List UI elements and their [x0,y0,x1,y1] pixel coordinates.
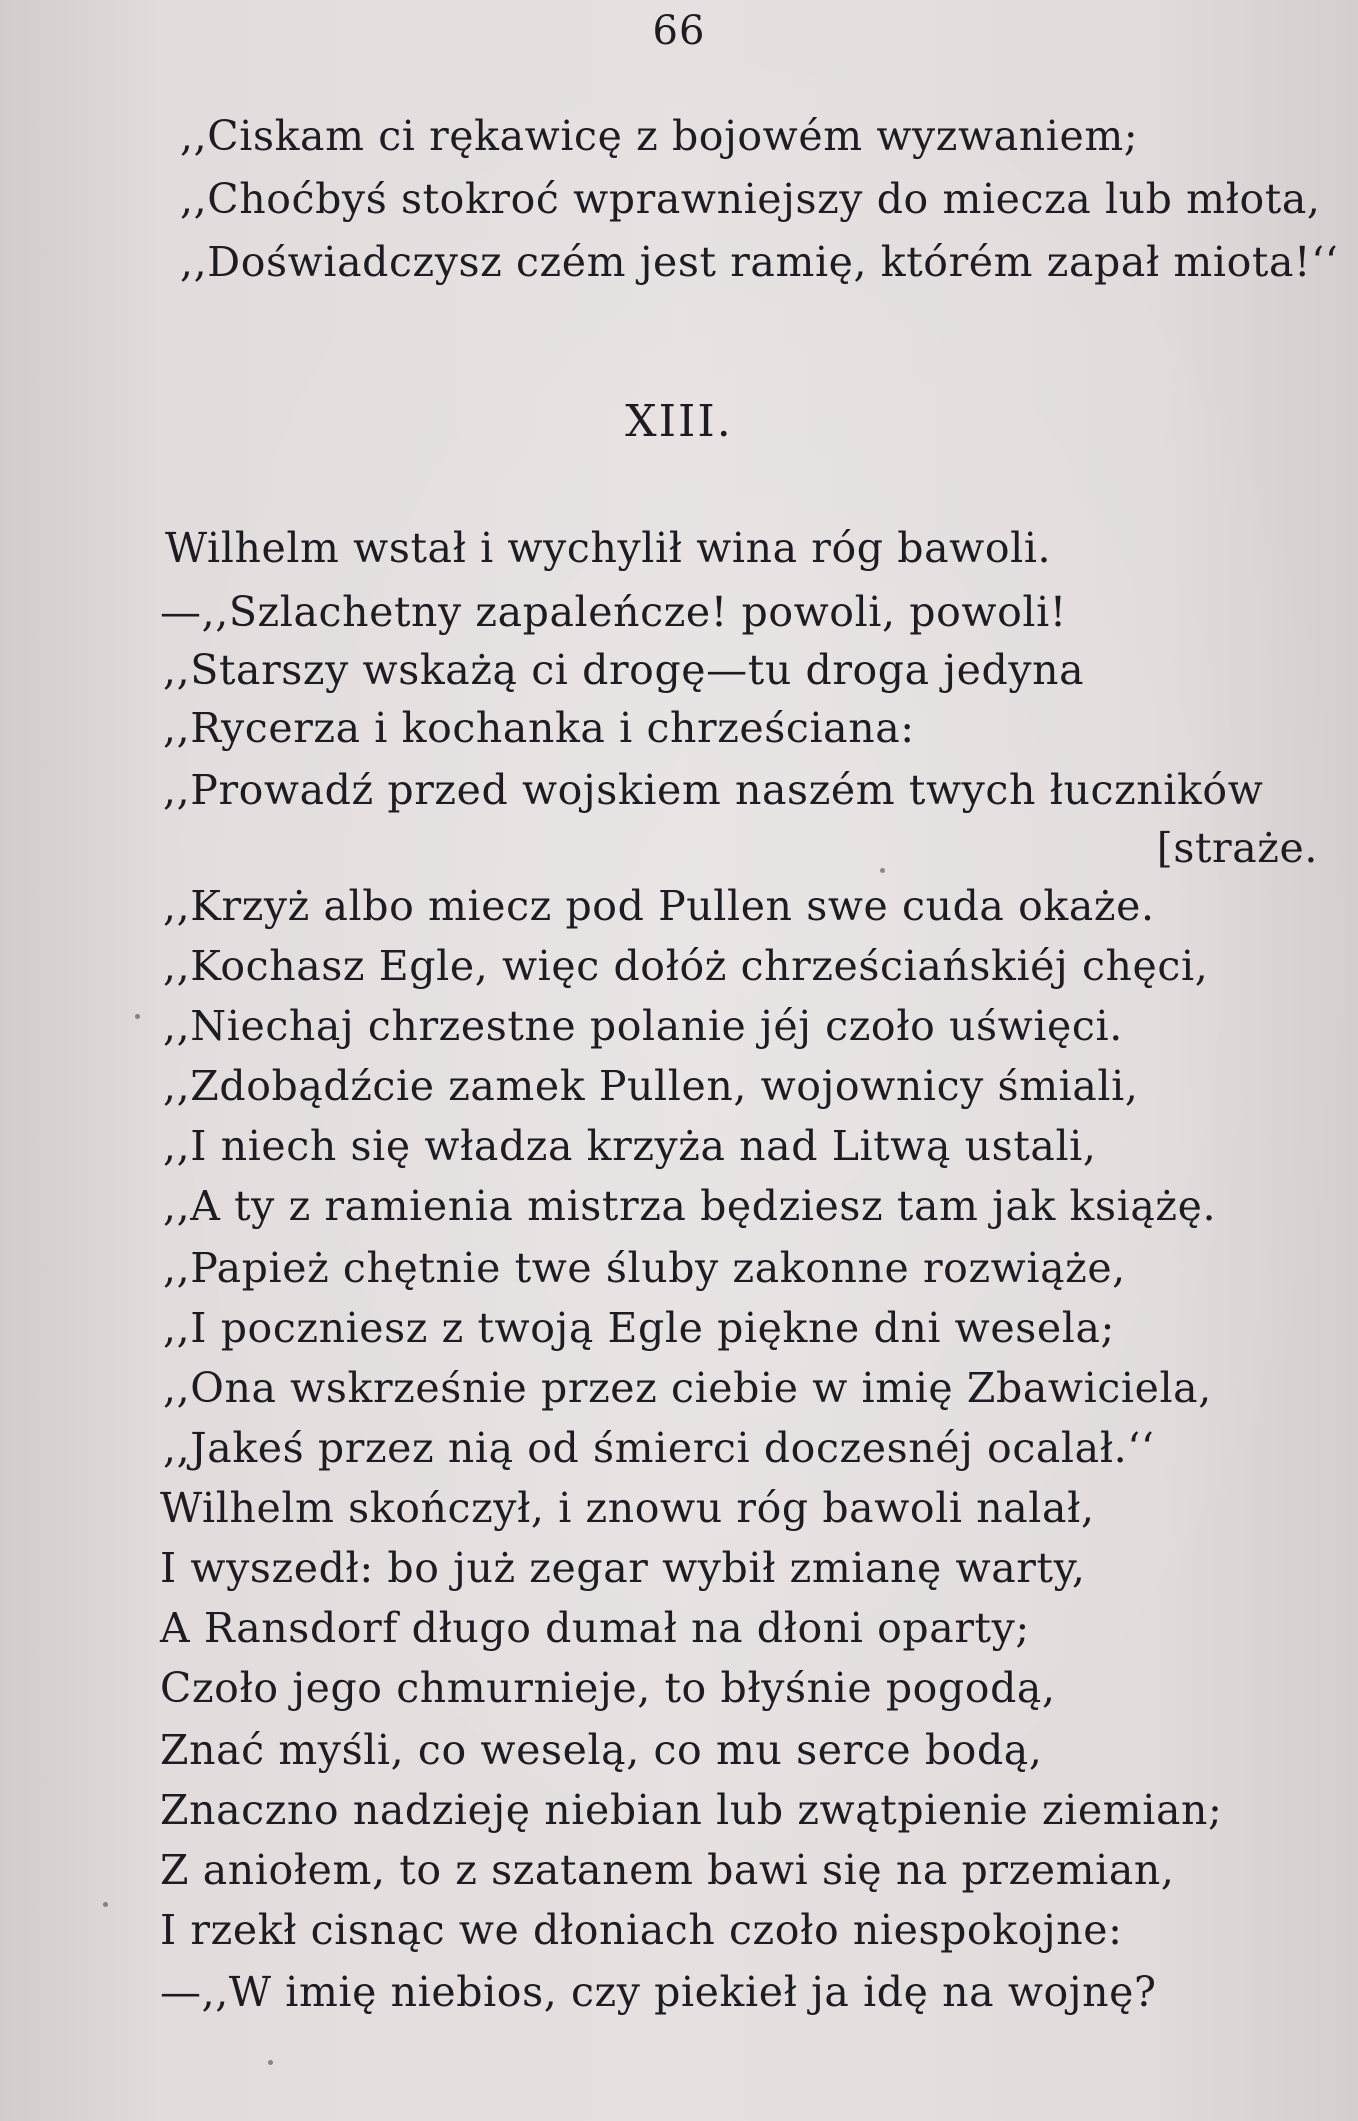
verse-line: ,,A ty z ramienia mistrza będziesz tam jak książę. [163,1182,1217,1230]
verse-line: Znaczno nadzieję niebian lub zwątpienie ziemian; [160,1786,1223,1834]
paper-speck [135,1014,140,1019]
verse-line: Wilhelm skończył, i znowu róg bawoli nalał, [160,1484,1095,1532]
verse-line: ,,Kochasz Egle, więc dołóż chrześciańskiéj chęci, [163,942,1209,990]
section-heading: XIII. [625,396,733,447]
verse-line: ,,Ona wskrześnie przez ciebie w imię Zbawiciela, [163,1364,1212,1412]
verse-line: Znać myśli, co weselą, co mu serce bodą, [160,1726,1043,1774]
verse-line: ,,Rycerza i kochanka i chrześciana: [163,704,915,752]
verse-line: Czoło jego chmurnieje, to błyśnie pogodą, [160,1664,1056,1712]
verse-line: Wilhelm wstał i wychylił wina róg bawoli. [165,524,1052,572]
verse-line: ,,Jakeś przez nią od śmierci doczesnéj ocalał.‘‘ [163,1424,1155,1472]
verse-line: ,,Choćbyś stokroć wprawniejszy do miecza lub młota, [180,175,1321,223]
page-number: 66 [652,8,706,54]
paper-speck [880,868,885,873]
verse-line: ,,Ciskam ci rękawicę z bojowém wyzwaniem; [180,112,1139,160]
verse-line: —,,W imię niebios, czy piekieł ja idę na wojnę? [160,1968,1157,2016]
verse-line: I rzekł cisnąc we dłoniach czoło niespokojne: [160,1906,1123,1954]
verse-line-continuation: [straże. [1156,824,1318,872]
verse-line: ,,Prowadź przed wojskiem naszém twych łuczników [163,766,1264,814]
verse-line: A Ransdorf długo dumał na dłoni oparty; [160,1604,1030,1652]
paper-speck [103,1902,108,1907]
verse-line: ,,I poczniesz z twoją Egle piękne dni wesela; [163,1304,1115,1352]
verse-line: ,,Starszy wskażą ci drogę—tu droga jedyna [163,646,1085,694]
verse-line: I wyszedł: bo już zegar wybił zmianę warty, [160,1544,1086,1592]
verse-line: ,,Krzyż albo miecz pod Pullen swe cuda okaże. [163,882,1155,930]
verse-line: ,,I niech się władza krzyża nad Litwą ustali, [163,1122,1097,1170]
verse-line: —,,Szlachetny zapaleńcze! powoli, powoli! [160,588,1067,636]
verse-line: Z aniołem, to z szatanem bawi się na przemian, [160,1846,1175,1894]
verse-line: ,,Zdobądźcie zamek Pullen, wojownicy śmiali, [163,1062,1139,1110]
verse-line: ,,Niechaj chrzestne polanie jéj czoło uświęci. [163,1002,1123,1050]
verse-line: ,,Doświadczysz czém jest ramię, którém zapał miota!‘‘ [180,238,1339,286]
verse-line: ,,Papież chętnie twe śluby zakonne rozwiąże, [163,1244,1126,1292]
paper-speck [268,2060,273,2065]
